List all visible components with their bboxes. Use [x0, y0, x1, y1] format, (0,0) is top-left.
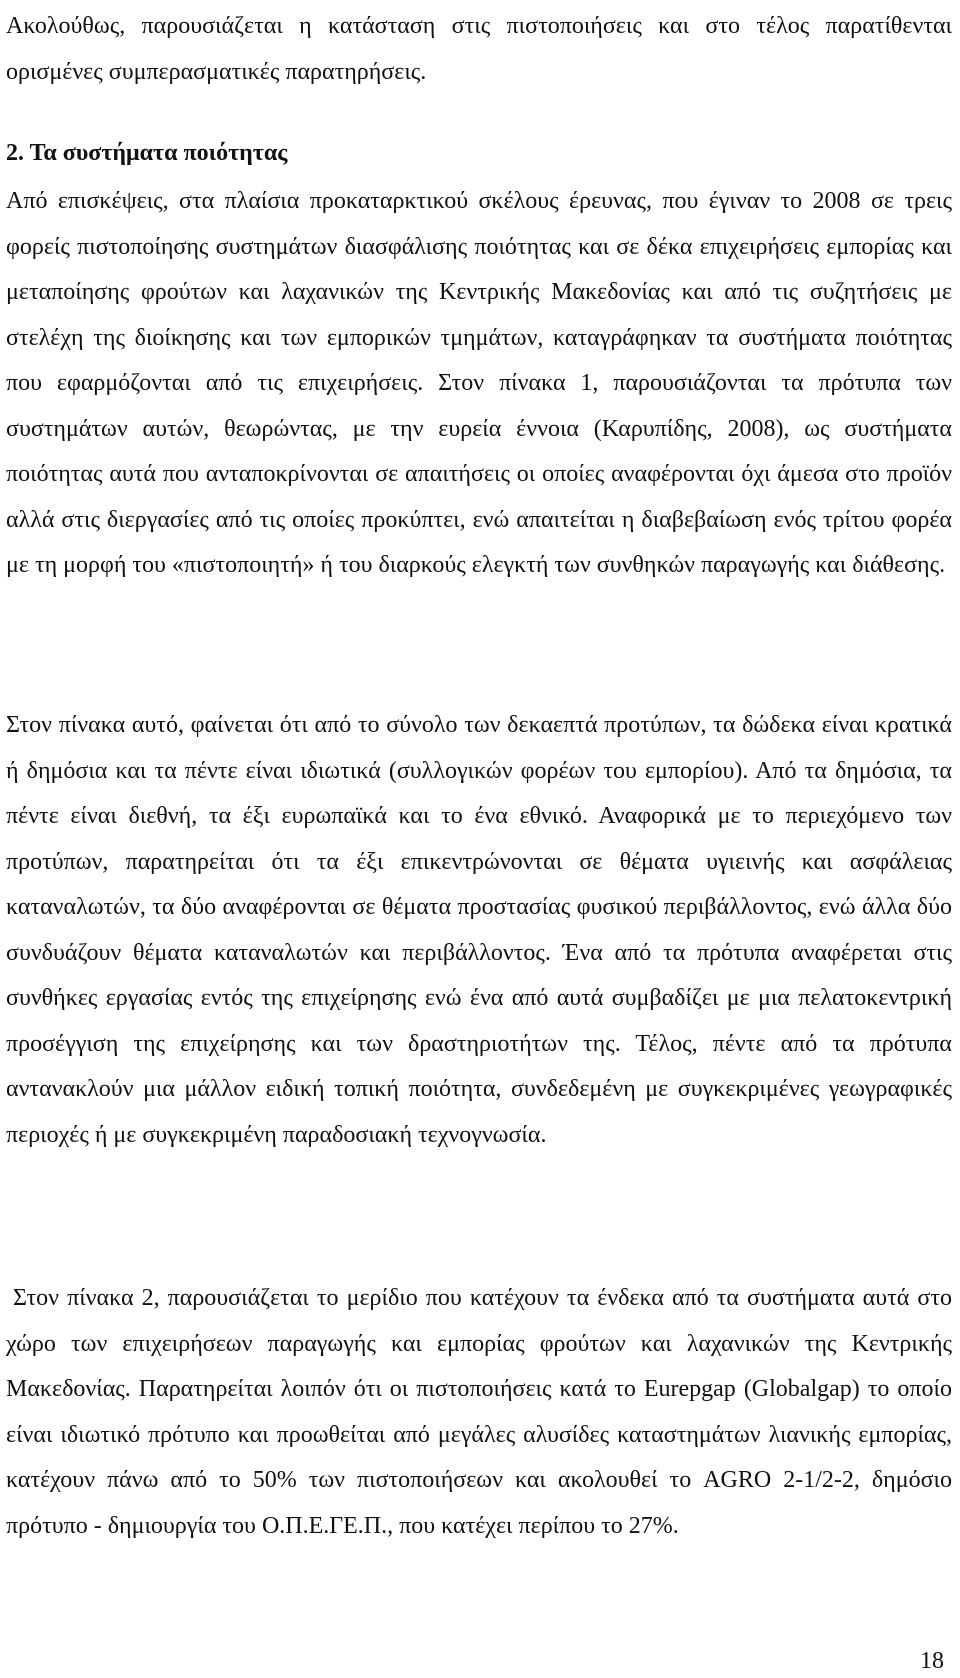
page-number: 18: [920, 1648, 944, 1674]
body-paragraph-1: Από επισκέψεις, στα πλαίσια προκαταρκτικού σκέλους έρευνας, που έγιναν το 2008 σε τρεις φορείς πιστοποίησης συστημάτων διασφάλισης ποιότητας και σε δέκα επιχειρήσεις εμπορίας και μεταποίησης φρούτων και λαχανικών της Κεντρικής Μακεδονίας και από τις συζητήσεις με στελέχη της διοίκησης και των εμπορικών τμημάτων, καταγράφηκαν τα συστήματα ποιότητας που εφαρμόζονται από τις επιχειρήσεις. Στον πίνακα 1, παρουσιάζονται τα πρότυπα των συστημάτων αυτών, θεωρώντας, με την ευρεία έννοια (Καρυπίδης, 2008), ως συστήματα ποιότητας αυτά που ανταποκρίνονται σε απαιτήσεις οι οποίες αναφέρονται όχι άμεσα στο προϊόν αλλά στις διεργασίες από τις οποίες προκύπτει, ενώ απαιτείται η διαβεβαίωση ενός τρίτου φορέα με τη μορφή του «πιστοποιητή» ή του διαρκούς ελεγκτή των συνθηκών παραγωγής και διάθεσης.: [6, 188, 952, 578]
intro-paragraph: Ακολούθως, παρουσιάζεται η κατάσταση στις πιστοποιήσεις και στο τέλος παρατίθενται ορισμένες συμπερασματικές παρατηρήσεις.: [6, 13, 952, 85]
document-page: [6, 0, 952, 1678]
body-paragraph-3: Στον πίνακα 2, παρουσιάζεται το μερίδιο που κατέχουν τα ένδεκα από τα συστήματα αυτά στο χώρο των επιχειρήσεων παραγωγής και εμπορίας φρούτων και λαχανικών της Κεντρικής Μακεδονίας. Παρατηρείται λοιπόν ότι οι πιστοποιήσεις κατά το Eurepgap (Globalgap) το οποίο είναι ιδιωτικό πρότυπο και προωθείται από μεγάλες αλυσίδες καταστημάτων λιανικής εμπορίας, κατέχουν πάνω από το 50% των πιστοποιήσεων και ακολουθεί το AGRO 2-1/2-2, δημόσιο πρότυπο - δημιουργία του Ο.Π.Ε.ΓΕ.Π., που κατέχει περίπου το 27%.: [6, 1285, 952, 1539]
section-heading: 2. Τα συστήματα ποιότητας: [6, 140, 288, 166]
body-paragraph-2: Στον πίνακα αυτό, φαίνεται ότι από το σύνολο των δεκαεπτά προτύπων, τα δώδεκα είναι κρατικά ή δημόσια και τα πέντε είναι ιδιωτικά (συλλογικών φορέων του εμπορίου). Από τα δημόσια, τα πέντε είναι διεθνή, τα έξι ευρωπαϊκά και το ένα εθνικό. Αναφορικά με το περιεχόμενο των προτύπων, παρατηρείται ότι τα έξι επικεντρώνονται σε θέματα υγιεινής και ασφάλειας καταναλωτών, τα δύο αναφέρονται σε θέματα προστασίας φυσικού περιβάλλοντος, ενώ άλλα δύο συνδυάζουν θέματα καταναλωτών και περιβάλλοντος. Ένα από τα πρότυπα αναφέρεται στις συνθήκες εργασίας εντός της επιχείρησης ενώ ένα από αυτά συμβαδίζει με μια πελατοκεντρική προσέγγιση της επιχείρησης και των δραστηριοτήτων της. Τέλος, πέντε από τα πρότυπα αντανακλούν μια μάλλον ειδική τοπική ποιότητα, συνδεδεμένη με συγκεκριμένες γεωγραφικές περιοχές ή με συγκεκριμένη παραδοσιακή τεχνογνωσία.: [6, 712, 952, 1148]
